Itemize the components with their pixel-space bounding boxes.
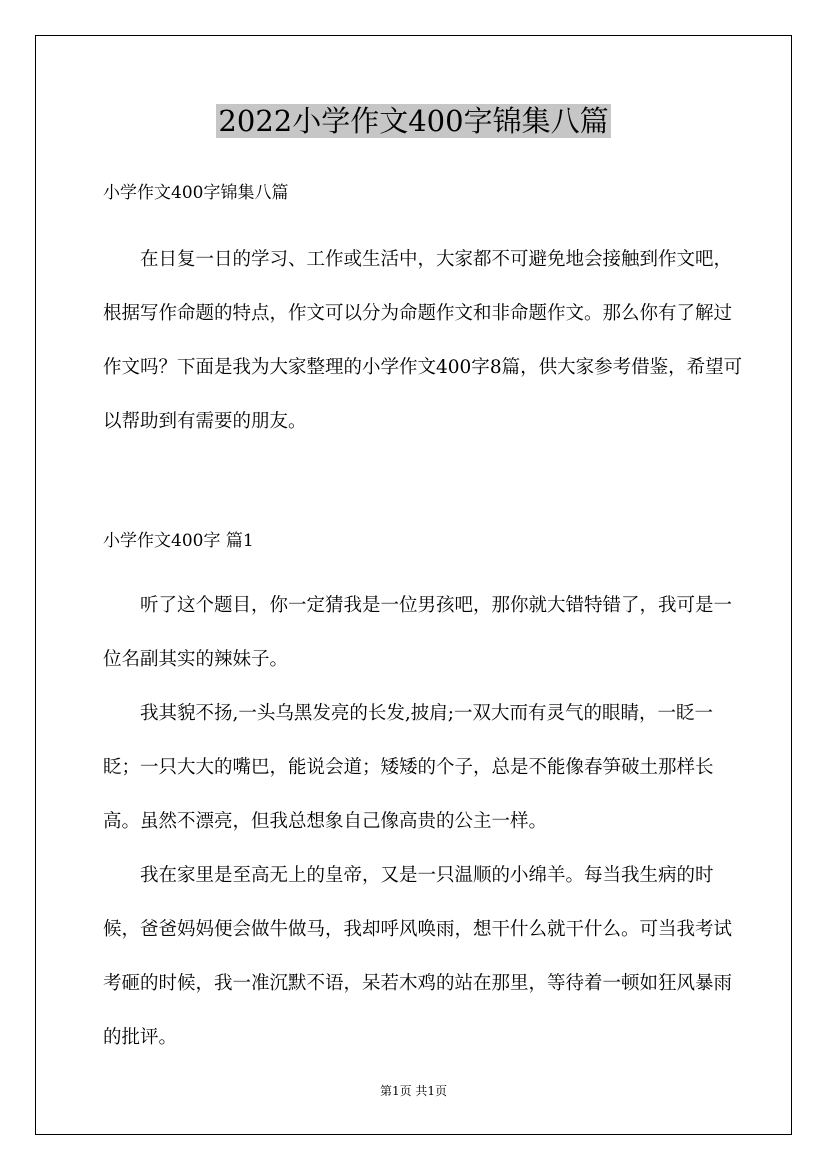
document-title [0, 98, 827, 144]
document-title-text: 2022小学作文400字锦集八篇 [218, 104, 609, 138]
document-subtitle: 小学作文400字锦集八篇 [103, 183, 289, 203]
body-paragraph: 我在家里是至高无上的皇帝，又是一只温顺的小绵羊。每当我生病的时候，爸爸妈妈便会做牛做马，我却呼风唤雨，想干什么就干什么。可当我考试考砸的时候，我一准沉默不语，呆若木鸡的站在那里，等待着一顿如狂风暴雨的批评。 [103, 865, 733, 1048]
intro-paragraph: 在日复一日的学习、工作或生活中，大家都不可避免地会接触到作文吧，根据写作命题的特点，作文可以分为命题作文和非命题作文。那么你有了解过作文吗？下面是我为大家整理的小学作文400字8篇，供大家参考借鉴，希望可以帮助到有需要的朋友。 [103, 249, 743, 432]
page-footer: 第1页 共1页 [379, 1084, 448, 1098]
section-heading: 小学作文400字 篇1 [103, 531, 254, 551]
body-paragraph: 听了这个题目，你一定猜我是一位男孩吧，那你就大错特错了，我可是一位名副其实的辣妹子。 [103, 595, 733, 670]
body-paragraph: 我其貌不扬,一头乌黑发亮的长发,披肩;一双大而有灵气的眼睛，一眨一眨；一只大大的嘴巴，能说会道；矮矮的个子，总是不能像春笋破土那样长高。虽然不漂亮，但我总想象自己像高贵的公主一样。 [103, 703, 714, 832]
document-body [103, 175, 743, 1065]
